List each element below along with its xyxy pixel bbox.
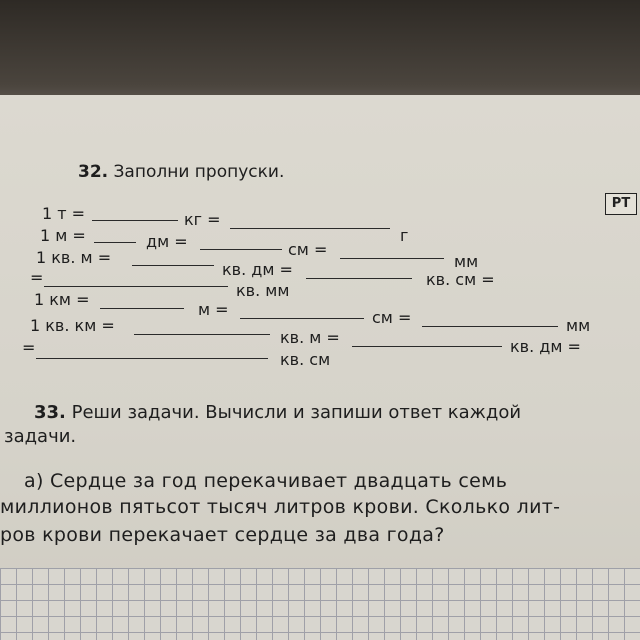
row3-unit-sqcm: кв. см = (426, 270, 495, 289)
row7-equals: = (22, 338, 36, 357)
problem-a-line3: ров крови перекачает сердце за два года? (0, 524, 445, 546)
row6-unit-sqdm: кв. дм = (510, 337, 581, 356)
task-33-text-line2: задачи. (4, 426, 77, 447)
task-32-number: 32. (78, 162, 109, 182)
row1-label: 1 т = (42, 204, 86, 223)
row4-unit-sqmm: кв. мм (236, 281, 290, 300)
row6-unit-sqm: кв. м = (280, 328, 340, 347)
row2-unit-dm: дм = (146, 232, 188, 251)
answer-blank[interactable] (36, 358, 268, 359)
task-33-text-line1: Реши задачи. Вычисли и запиши ответ каждой (71, 402, 522, 423)
row4-equals: = (30, 268, 44, 287)
answer-blank[interactable] (422, 326, 558, 327)
problem-a-line1: а) Сердце за год перекачивает двадцать семь (24, 470, 508, 492)
row3-label: 1 кв. м = (36, 248, 112, 267)
answer-blank[interactable] (92, 220, 178, 221)
row6-label: 1 кв. км = (30, 316, 115, 335)
answer-blank[interactable] (230, 228, 390, 229)
answer-blank[interactable] (200, 249, 282, 250)
answer-blank[interactable] (352, 346, 502, 347)
row3-unit-sqdm: кв. дм = (222, 260, 293, 279)
problem-a-line2: миллионов пятьсот тысяч литров крови. Сколько лит- (0, 496, 561, 518)
answer-blank[interactable] (44, 286, 228, 287)
row5-unit-mm: мм (566, 316, 591, 335)
row2-unit-mm: мм (454, 252, 479, 271)
answer-blank[interactable] (340, 258, 444, 259)
task-33-heading (34, 402, 521, 423)
row7-unit-sqcm: кв. см (280, 350, 331, 369)
row5-unit-m: м = (198, 300, 229, 319)
answer-blank[interactable] (134, 334, 270, 335)
task-32-heading (78, 162, 284, 182)
task-33-number: 33. (34, 402, 66, 423)
answer-blank[interactable] (94, 242, 136, 243)
answer-grid[interactable] (0, 568, 640, 640)
row1-unit-kg: кг = (184, 210, 221, 229)
task-32-title: Заполни пропуски. (113, 162, 285, 182)
answer-blank[interactable] (306, 278, 412, 279)
workbook-badge-icon: РТ (605, 193, 637, 215)
row5-unit-cm: см = (372, 308, 412, 327)
row2-label: 1 м = (40, 226, 86, 245)
row2-unit-cm: см = (288, 240, 328, 259)
answer-blank[interactable] (100, 308, 184, 309)
answer-blank[interactable] (240, 318, 364, 319)
answer-blank[interactable] (132, 265, 214, 266)
row1-unit-g: г (400, 226, 409, 245)
row5-label: 1 км = (34, 290, 90, 309)
